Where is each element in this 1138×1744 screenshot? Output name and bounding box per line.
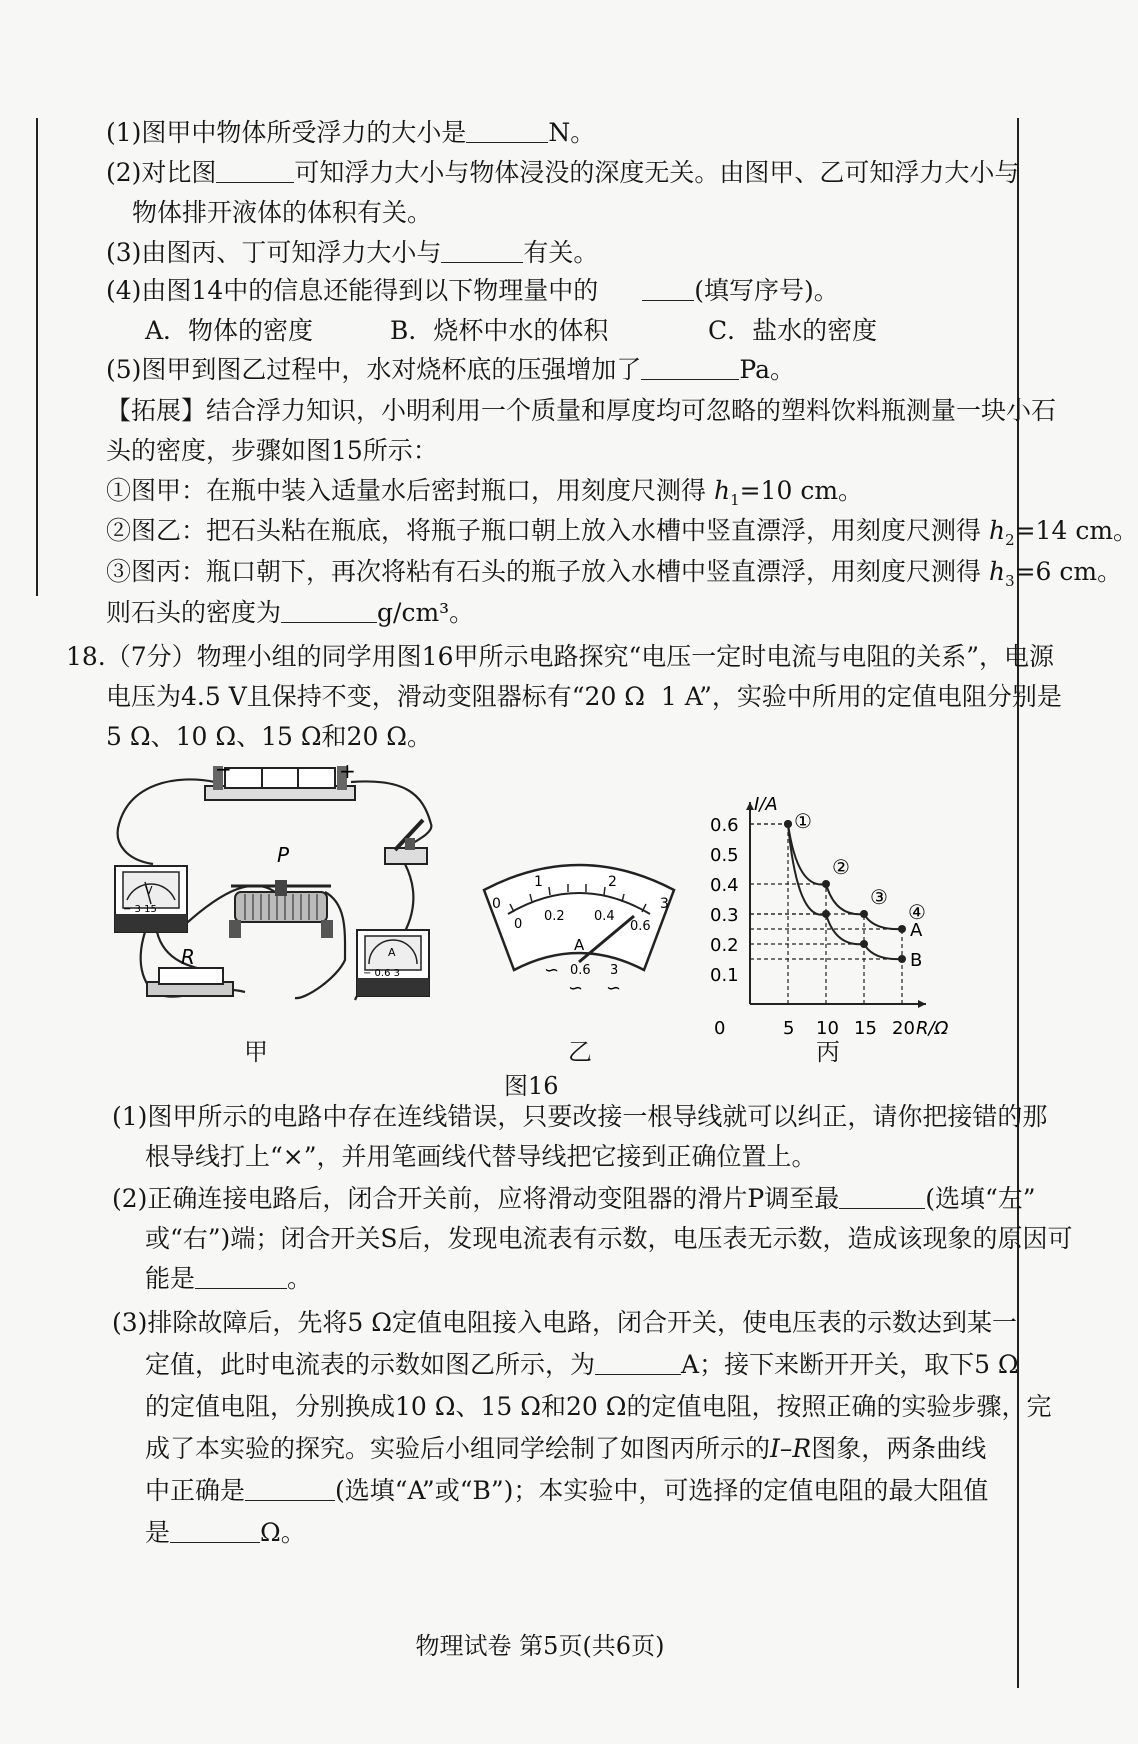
- dial-tick-0: 0: [492, 896, 501, 912]
- dial-tick-1: 1: [534, 874, 543, 890]
- dial-unit: A: [574, 936, 585, 954]
- data-point-B: [822, 910, 830, 918]
- terminal-minus-icon: ∽: [544, 960, 560, 981]
- answer-blank[interactable]: [642, 276, 694, 301]
- x-axis-arrow-icon: [918, 1000, 926, 1008]
- y-tick-label: 0.5: [710, 845, 739, 866]
- answer-blank[interactable]: [170, 1518, 260, 1543]
- q18-line2: 电压为4.5 V且保持不变，滑动变阻器标有“20 Ω 1 A”，实验中所用的定值电阻分别是: [106, 682, 1062, 711]
- q17-sub2: (2)对比图 可知浮力大小与物体浸没的深度无关。由图甲、乙可知浮力大小与: [106, 158, 1020, 187]
- data-point-A: [860, 910, 868, 918]
- y-tick-label: 0.6: [710, 815, 739, 836]
- fig-label-yi: 乙: [568, 1038, 592, 1066]
- fig-label-bing: 丙: [816, 1038, 840, 1066]
- extension-step3: ③图丙：瓶口朝下，再次将粘有石头的瓶子放入水槽中竖直漂浮，用刻度尺测得 $h_3=6$ cm。: [106, 557, 1123, 590]
- q18-sub3-line3: 的定值电阻，分别换成10 Ω、15 Ω和20 Ω的定值电阻，按照正确的实验步骤，完: [145, 1392, 1052, 1421]
- q17-sub3: (3)由图丙、丁可知浮力大小与 有关。: [106, 238, 599, 267]
- answer-blank[interactable]: [466, 118, 548, 143]
- q18-sub3-line4: 成了本实验的探究。实验后小组同学绘制了如图丙所示的I–R图象，两条曲线: [145, 1434, 987, 1463]
- q17-sub2-line2: 物体排开液体的体积有关。: [132, 198, 433, 227]
- answer-blank[interactable]: [195, 1264, 287, 1289]
- voltmeter-terminals: − 3 15: [123, 904, 157, 915]
- answer-blank[interactable]: [216, 158, 294, 183]
- q18-line1: 18.（7分）物理小组的同学用图16甲所示电路探究“电压一定时电流与电阻的关系”，电源: [66, 642, 1055, 671]
- answer-blank[interactable]: [641, 355, 739, 380]
- x-tick-label: 20: [892, 1018, 915, 1039]
- x-tick-label: 0: [714, 1018, 726, 1039]
- q18-sub1-line2: 根导线打上“×”，并用笔画线代替导线把它接到正确位置上。: [145, 1142, 817, 1171]
- data-point-B: [898, 955, 906, 963]
- y-axis-arrow-icon: [746, 802, 754, 810]
- x-axis-label: R/Ω: [916, 1018, 949, 1039]
- q18-sub3-line6: 是 Ω。: [145, 1518, 306, 1547]
- data-point-B: [860, 940, 868, 948]
- y-tick-label: 0.4: [710, 875, 739, 896]
- answer-blank[interactable]: [595, 1350, 681, 1375]
- data-point-A: [822, 880, 830, 888]
- y-tick-label: 0.1: [710, 965, 739, 986]
- q18-sub3-line5: 中正确是 (选填“A”或“B”)；本实验中，可选择的定值电阻的最大阻值: [145, 1476, 989, 1505]
- answer-blank[interactable]: [441, 238, 523, 263]
- series-label-B: B: [910, 950, 923, 971]
- q18-sub2-line1: (2)正确连接电路后，闭合开关前，应将滑动变阻器的滑片P调至最 (选填“左”: [112, 1184, 1036, 1213]
- terminal-3-icon: ∽: [606, 978, 622, 999]
- q17-sub4: (4)由图14中的信息还能得到以下物理量中的 (填写序号)。: [106, 276, 839, 305]
- q18-sub1-line1: (1)图甲所示的电路中存在连线错误，只要改接一根导线就可以纠正，请你把接错的那: [112, 1102, 1048, 1131]
- dial-tick-2: 2: [608, 874, 617, 890]
- answer-blank[interactable]: [839, 1184, 925, 1209]
- figure-caption: 图16: [504, 1072, 559, 1100]
- ir-graph: [700, 794, 960, 1039]
- right-margin-rule: [1017, 118, 1019, 1688]
- dial-subtick-0: 0: [514, 917, 523, 932]
- y-tick-label: 0.2: [710, 935, 739, 956]
- voltmeter-icon: [115, 866, 187, 932]
- extension-line1: 【拓展】结合浮力知识，小明利用一个质量和厚度均可忽略的塑料饮料瓶测量一块小石: [106, 396, 1057, 425]
- answer-blank[interactable]: [245, 1476, 335, 1501]
- ammeter-dial: [474, 850, 684, 1000]
- terminal-06: 0.6: [570, 963, 591, 978]
- point-label: ②: [832, 855, 850, 879]
- dial-subtick-02: 0.2: [544, 909, 565, 924]
- slider-p-label: P: [277, 843, 290, 867]
- q17-sub5: (5)图甲到图乙过程中，水对烧杯底的压强增加了 Pa。: [106, 355, 796, 384]
- q17-option-b: B．烧杯中水的体积: [390, 316, 609, 345]
- q18-sub3-line1: (3)排除故障后，先将5 Ω定值电阻接入电路，闭合开关，使电压表的示数达到某一: [112, 1308, 1017, 1337]
- rheostat-icon: [229, 880, 333, 938]
- point-label: ④: [908, 900, 926, 924]
- q17-option-a: A．物体的密度: [145, 316, 314, 345]
- extension-step2: ②图乙：把石头粘在瓶底，将瓶子瓶口朝上放入水槽中竖直漂浮，用刻度尺测得 $h_2=14$ cm。: [106, 516, 1138, 549]
- q18-sub2-line3: 能是 。: [145, 1264, 313, 1293]
- q17-option-c: C．盐水的密度: [708, 316, 878, 345]
- resistor-r-label: R: [181, 945, 195, 969]
- answer-blank[interactable]: [281, 598, 377, 623]
- data-point-A: [898, 925, 906, 933]
- extension-line2: 头的密度，步骤如图15所示：: [106, 436, 438, 465]
- x-tick-label: 5: [783, 1018, 795, 1039]
- x-tick-label: 15: [854, 1018, 877, 1039]
- ammeter-terminals: − 0.6 3: [363, 968, 401, 979]
- dial-subtick-04: 0.4: [594, 909, 615, 924]
- extension-answer: 则石头的密度为 g/cm³。: [106, 598, 475, 627]
- resistor-icon: [147, 968, 233, 996]
- voltmeter-symbol: V: [145, 884, 153, 897]
- circuit-diagram: [105, 757, 465, 1024]
- q18-sub3-line2: 定值，此时电流表的示数如图乙所示，为 A；接下来断开开关，取下5 Ω: [145, 1350, 1019, 1379]
- fig-label-jia: 甲: [244, 1038, 268, 1066]
- battery-plus-label: +: [339, 759, 356, 783]
- terminal-3: 3: [610, 963, 619, 978]
- battery-minus-label: −: [215, 757, 232, 781]
- terminal-06-icon: ∽: [568, 978, 584, 999]
- y-tick-label: 0.3: [710, 905, 739, 926]
- x-tick-label: 10: [816, 1018, 839, 1039]
- q18-line3: 5 Ω、10 Ω、15 Ω和20 Ω。: [106, 722, 433, 751]
- ammeter-symbol: A: [388, 946, 396, 959]
- dial-subtick-06: 0.6: [630, 919, 651, 934]
- switch-icon: [385, 820, 427, 864]
- point-label: ③: [870, 885, 888, 909]
- q18-sub2-line2: 或“右”)端；闭合开关S后，发现电流表有示数，电压表无示数，造成该现象的原因可: [145, 1224, 1073, 1253]
- extension-step1: ①图甲：在瓶中装入适量水后密封瓶口，用刻度尺测得 $h_1=10$ cm。: [106, 476, 864, 509]
- left-margin-rule: [36, 118, 38, 596]
- y-axis-label: I/A: [754, 794, 778, 815]
- data-point-B: [784, 820, 792, 828]
- q17-sub1: (1)图甲中物体所受浮力的大小是 N。: [106, 118, 596, 147]
- point-label: ①: [794, 809, 812, 833]
- series-label-A: A: [910, 920, 923, 941]
- dial-tick-3: 3: [660, 896, 669, 912]
- ammeter-icon: [357, 930, 429, 996]
- page-footer: 物理试卷 第5页(共6页): [415, 1632, 665, 1660]
